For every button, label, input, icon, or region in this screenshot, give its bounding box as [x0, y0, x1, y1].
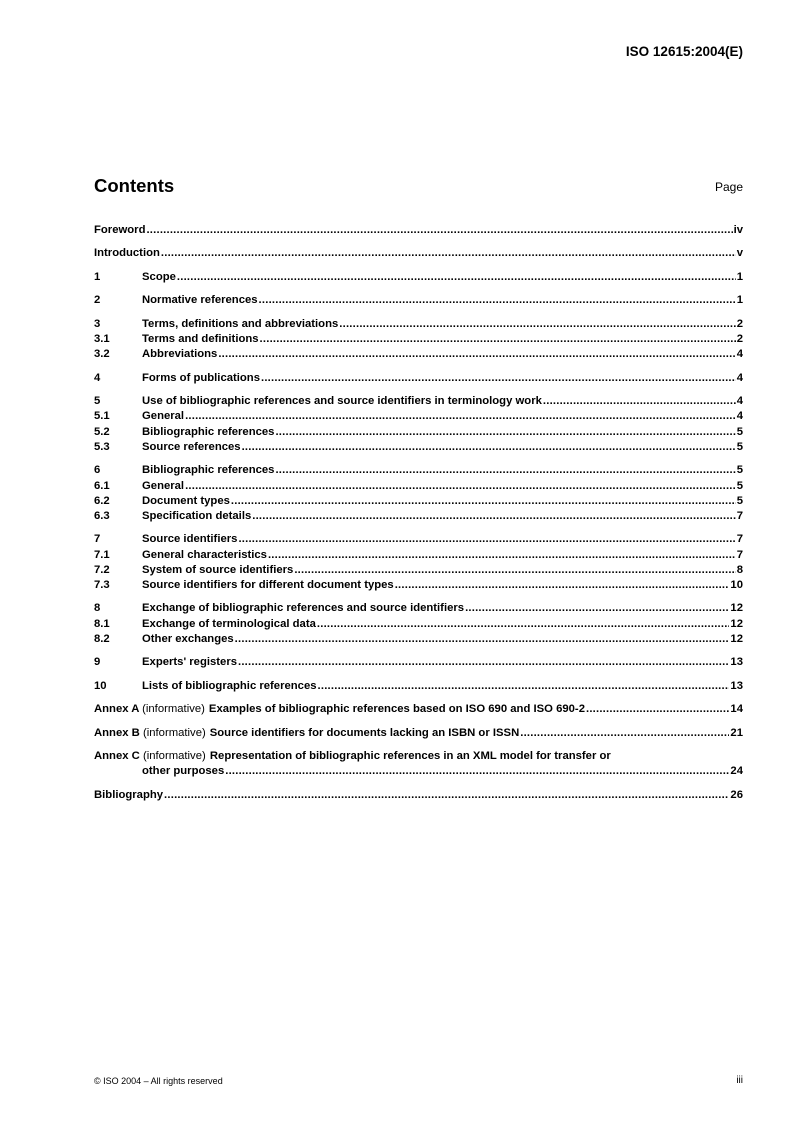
toc-entry-page: 4 — [736, 348, 743, 361]
annex-label: Annex A — [94, 703, 139, 716]
toc-entry-number: 2 — [94, 294, 101, 307]
dot-leader — [259, 293, 736, 308]
toc-entry[interactable] — [94, 371, 743, 386]
toc-entry-title: Source identifiers for different document types — [142, 578, 394, 591]
toc-entry-page: 21 — [730, 726, 743, 739]
toc-entry[interactable] — [94, 578, 743, 593]
toc-entry-title: Specification details — [142, 509, 252, 522]
dot-leader — [242, 440, 736, 455]
dot-leader — [318, 679, 730, 694]
toc-entry-page: 5 — [736, 440, 743, 453]
dot-leader — [252, 509, 735, 524]
toc-entry-title: Forms of publications — [142, 371, 260, 384]
toc-entry-page: 12 — [730, 602, 743, 615]
toc-entry-page: 5 — [736, 425, 743, 438]
dot-leader — [185, 479, 736, 494]
toc-entry-number: 6.3 — [94, 509, 110, 522]
toc-entry[interactable] — [94, 548, 743, 563]
toc-entry-title: Experts' registers — [142, 656, 237, 669]
toc-entry-introduction[interactable] — [94, 246, 743, 261]
toc-entry[interactable] — [94, 601, 743, 616]
dot-leader — [268, 548, 736, 563]
toc-entry-title: Exchange of bibliographic references and source identifiers — [142, 602, 465, 615]
toc-entry-title: Terms and definitions — [142, 333, 259, 346]
toc-entry-page: 8 — [736, 563, 743, 576]
dot-leader — [261, 371, 736, 386]
toc-entry-page: 1 — [736, 270, 743, 283]
toc-entry-page: v — [736, 247, 743, 260]
toc-entry[interactable] — [94, 532, 743, 547]
toc-entry-annex-a[interactable] — [94, 702, 743, 717]
toc-entry-annex-b[interactable] — [94, 726, 743, 741]
toc-entry-title: General — [142, 479, 185, 492]
toc-entry-page: 14 — [730, 703, 743, 716]
toc-entry-number: 5.3 — [94, 440, 110, 453]
toc-entry-page: 4 — [736, 395, 743, 408]
toc-entry[interactable] — [94, 632, 743, 647]
toc-entry-page: 7 — [736, 533, 743, 546]
toc-entry-number: 7.3 — [94, 578, 110, 591]
toc-entry[interactable] — [94, 655, 743, 670]
toc-entry[interactable] — [94, 332, 743, 347]
dot-leader — [520, 726, 729, 741]
toc-entry[interactable] — [94, 494, 743, 509]
toc-entry-number: 6 — [94, 464, 101, 477]
dot-leader — [317, 617, 730, 632]
toc-entry[interactable] — [94, 440, 743, 455]
toc-entry[interactable] — [94, 425, 743, 440]
dot-leader — [218, 347, 735, 362]
dot-leader — [238, 532, 735, 547]
toc-entry-title: Foreword — [94, 224, 146, 236]
toc-entry-page: 4 — [736, 371, 743, 384]
toc-entry[interactable] — [94, 509, 743, 524]
toc-entry-title: Examples of bibliographic references based on ISO 690 and ISO 690-2 — [208, 703, 585, 716]
dot-leader — [161, 246, 736, 261]
toc-entry-page: 4 — [736, 410, 743, 423]
toc-entry-title: Introduction — [94, 247, 160, 260]
dot-leader — [146, 223, 732, 238]
table-of-contents — [94, 223, 743, 803]
toc-entry[interactable] — [94, 409, 743, 424]
toc-entry-page: 5 — [736, 464, 743, 477]
toc-entry-number: 8 — [94, 602, 101, 615]
dot-leader — [339, 317, 735, 332]
toc-entry-number: 4 — [94, 371, 101, 384]
toc-entry-page: 2 — [736, 317, 743, 330]
toc-entry-page: 5 — [736, 479, 743, 492]
toc-entry-page: iv — [733, 224, 743, 236]
dot-leader — [465, 601, 729, 616]
document-header-id: ISO 12615:2004(E) — [625, 44, 743, 59]
toc-entry-page: 12 — [730, 632, 743, 645]
dot-leader — [294, 563, 735, 578]
toc-entry-number: 7.2 — [94, 563, 110, 576]
toc-entry-number: 5 — [94, 395, 101, 408]
dot-leader — [235, 632, 730, 647]
toc-entry-number: 6.2 — [94, 494, 110, 507]
toc-entry-title: Other exchanges — [142, 632, 234, 645]
toc-entry-title: Terms, definitions and abbreviations — [142, 317, 339, 330]
toc-entry-number: 10 — [94, 679, 107, 692]
annex-label: Annex C — [94, 750, 140, 763]
annex-type: (informative) — [142, 750, 206, 763]
dot-leader — [275, 463, 735, 478]
toc-entry-title: Bibliographic references — [142, 464, 275, 477]
toc-entry-title: Use of bibliographic references and source identifiers in terminology work — [142, 395, 542, 408]
toc-entry-title-continued: other purposes — [142, 765, 225, 778]
toc-entry-title: Source identifiers for documents lacking an ISBN or ISSN — [209, 726, 520, 739]
dot-leader — [164, 788, 729, 803]
toc-entry-page: 13 — [730, 679, 743, 692]
dot-leader — [395, 578, 730, 593]
toc-entry-title: Bibliography — [94, 788, 164, 801]
toc-entry[interactable] — [94, 463, 743, 478]
footer-copyright: © ISO 2004 – All rights reserved — [94, 1076, 223, 1086]
toc-entry-page: 13 — [730, 656, 743, 669]
toc-entry[interactable] — [94, 479, 743, 494]
toc-entry-page: 7 — [736, 548, 743, 561]
toc-entry-annex-c[interactable] — [94, 749, 743, 779]
toc-entry-number: 3 — [94, 317, 101, 330]
toc-entry-title: System of source identifiers — [142, 563, 294, 576]
toc-entry[interactable] — [94, 394, 743, 409]
toc-entry-title: Abbreviations — [142, 348, 218, 361]
dot-leader — [238, 655, 729, 670]
toc-entry-page: 24 — [730, 765, 743, 778]
toc-entry-number: 1 — [94, 270, 101, 283]
toc-entry-number: 5.2 — [94, 425, 110, 438]
toc-entry-number: 9 — [94, 656, 101, 669]
toc-entry-number: 3.2 — [94, 348, 110, 361]
toc-entry-title: General characteristics — [142, 548, 267, 561]
annex-type: (informative) — [142, 703, 205, 716]
toc-entry-title: Exchange of terminological data — [142, 617, 316, 630]
toc-entry[interactable] — [94, 679, 743, 694]
toc-entry-title: General — [142, 410, 185, 423]
dot-leader — [225, 764, 729, 779]
toc-entry-title: Scope — [142, 270, 176, 283]
dot-leader — [231, 494, 736, 509]
annex-type: (informative) — [142, 726, 206, 739]
dot-leader — [275, 425, 735, 440]
toc-entry-number: 8.1 — [94, 617, 110, 630]
annex-label: Annex B — [94, 726, 140, 739]
page-column-label: Page — [714, 180, 743, 194]
toc-entry-page: 5 — [736, 494, 743, 507]
toc-entry-bibliography[interactable] — [94, 788, 743, 803]
toc-entry[interactable] — [94, 293, 743, 308]
toc-entry[interactable] — [94, 347, 743, 362]
toc-entry-page: 7 — [736, 509, 743, 522]
contents-title: Contents — [94, 175, 175, 196]
toc-entry[interactable] — [94, 270, 743, 285]
toc-entry-title: Normative references — [142, 294, 258, 307]
toc-entry-number: 7.1 — [94, 548, 110, 561]
dot-leader — [543, 394, 736, 409]
dot-leader — [260, 332, 736, 347]
toc-entry-page: 12 — [730, 617, 743, 630]
toc-entry-foreword[interactable] — [94, 223, 743, 238]
toc-entry[interactable] — [94, 317, 743, 332]
dot-leader — [586, 702, 729, 717]
toc-entry[interactable] — [94, 617, 743, 632]
toc-entry[interactable] — [94, 563, 743, 578]
toc-entry-number: 6.1 — [94, 479, 110, 492]
toc-entry-page: 2 — [736, 333, 743, 346]
toc-entry-title: Lists of bibliographic references — [142, 679, 317, 692]
toc-entry-page: 10 — [730, 578, 743, 591]
toc-entry-number: 5.1 — [94, 410, 110, 423]
toc-entry-number: 3.1 — [94, 333, 110, 346]
toc-entry-title: Document types — [142, 494, 230, 507]
toc-entry-title: Bibliographic references — [142, 425, 275, 438]
dot-leader — [185, 409, 736, 424]
footer-page-number: iii — [736, 1075, 743, 1086]
toc-entry-page: 1 — [736, 294, 743, 307]
toc-entry-number: 7 — [94, 533, 101, 546]
toc-entry-number: 8.2 — [94, 632, 110, 645]
toc-entry-page: 26 — [730, 788, 743, 801]
toc-entry-title: Source identifiers — [142, 533, 238, 546]
toc-entry-title: Source references — [142, 440, 241, 453]
toc-entry-title: Representation of bibliographic references in an XML model for transfer or — [209, 750, 611, 763]
dot-leader — [177, 270, 736, 285]
